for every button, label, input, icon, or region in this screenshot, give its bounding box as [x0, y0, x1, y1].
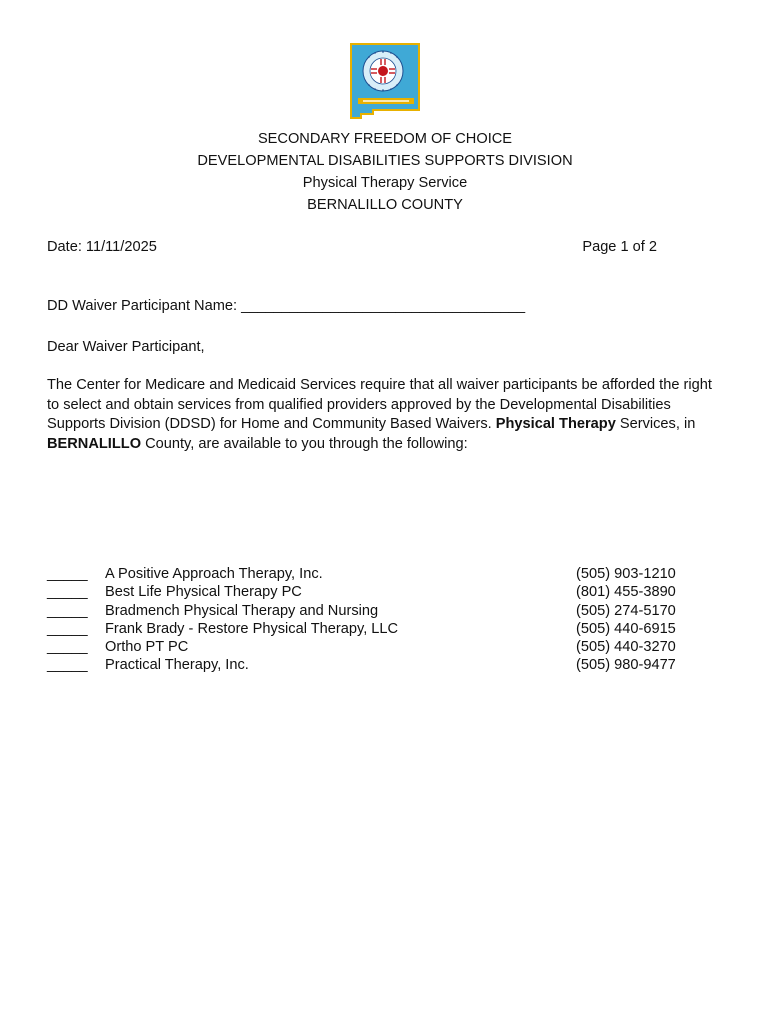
intro-paragraph — [47, 376, 727, 454]
greeting: Dear Waiver Participant, — [47, 339, 205, 355]
participant-name-line: DD Waiver Participant Name: ___________________________________ — [47, 298, 526, 314]
provider-row — [47, 656, 687, 674]
header-service: Physical Therapy Service — [302, 175, 468, 191]
selection-blank: _____ — [47, 620, 88, 637]
provider-name: Bradmench Physical Therapy and Nursing — [105, 602, 379, 619]
selection-blank: _____ — [47, 657, 88, 674]
nm-health-logo — [349, 43, 421, 119]
selection-blank: _____ — [47, 584, 88, 601]
provider-name: Frank Brady - Restore Physical Therapy, LLC — [105, 620, 399, 637]
header-title: SECONDARY FREEDOM OF CHOICE — [257, 131, 513, 147]
provider-list — [47, 565, 687, 675]
provider-name: Ortho PT PC — [105, 639, 189, 656]
provider-phone: (505) 440-6915 — [576, 620, 676, 637]
provider-row — [47, 565, 687, 583]
provider-phone: (801) 455-3890 — [576, 584, 676, 601]
provider-phone: (505) 440-3270 — [576, 639, 676, 656]
intro-text-2: Services, in — [615, 416, 696, 432]
provider-name: A Positive Approach Therapy, Inc. — [105, 566, 323, 582]
provider-phone: (505) 274-5170 — [576, 602, 676, 619]
provider-phone: (505) 980-9477 — [576, 657, 676, 674]
document-header — [0, 128, 770, 216]
intro-service-bold: Physical Therapy — [495, 416, 616, 432]
date-row — [47, 239, 657, 259]
provider-name: Best Life Physical Therapy PC — [105, 584, 302, 601]
provider-row — [47, 602, 687, 620]
selection-blank: _____ — [47, 639, 88, 656]
provider-phone: (505) 903-1210 — [576, 566, 676, 582]
intro-county-bold: BERNALILLO — [47, 435, 142, 452]
page-number: Page 1 of 2 — [582, 239, 657, 255]
provider-row — [47, 638, 687, 656]
provider-row — [47, 583, 687, 601]
selection-blank: _____ — [47, 566, 88, 582]
provider-name: Practical Therapy, Inc. — [105, 657, 249, 674]
intro-text-3: County, are available to you through the following: — [141, 435, 468, 452]
header-division: DEVELOPMENTAL DISABILITIES SUPPORTS DIVISION — [197, 153, 573, 169]
date-label: Date: 11/11/2025 — [47, 239, 157, 255]
header-county: BERNALILLO COUNTY — [307, 197, 463, 213]
provider-row — [47, 620, 687, 638]
selection-blank: _____ — [47, 602, 88, 619]
intro-text-1: The Center for Medicare and Medicaid Services require that all waiver participants be afforded the right to select and obtain services from qualified providers approved by the Developmental Disabilities Supports Division (DDSD) for Home and Community Based Waivers. — [47, 377, 712, 432]
